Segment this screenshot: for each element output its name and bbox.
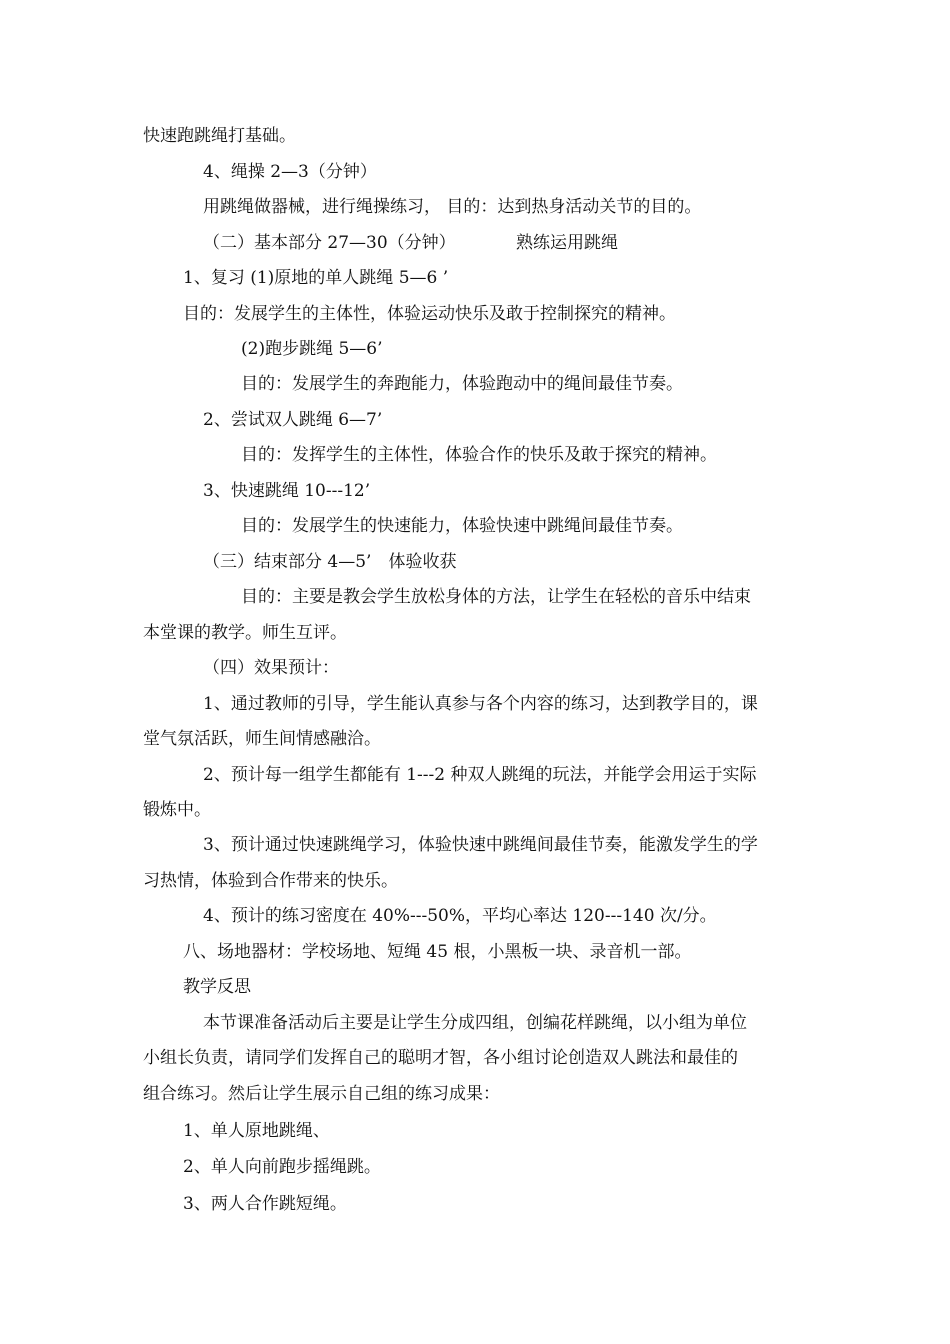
- text-line: 目的：发展学生的快速能力，体验快速中跳绳间最佳节奏。: [241, 516, 683, 536]
- text-line: 目的：发展学生的奔跑能力，体验跑动中的绳间最佳节奏。: [241, 374, 683, 394]
- text-line: 4、绳操 2—3（分钟）: [203, 162, 377, 182]
- text-line: 快速跑跳绳打基础。: [143, 126, 296, 146]
- text-line: 4、预计的练习密度在 40%---50%，平均心率达 120---140 次/分。: [203, 906, 717, 926]
- text-line: 堂气氛活跃，师生间情感融洽。: [143, 729, 381, 749]
- text-line: 1、复习 (1)原地的单人跳绳 5—6 ’: [183, 268, 449, 288]
- section-heading: （四）效果预计：: [203, 658, 339, 678]
- list-item: 2、单人向前跑步摇绳跳。: [183, 1157, 381, 1177]
- text-line: 目的：发展学生的主体性，体验运动快乐及敢于控制探究的精神。: [183, 304, 676, 324]
- text-line: 小组长负责，请同学们发挥自己的聪明才智，各小组讨论创造双人跳法和最佳的: [143, 1048, 738, 1068]
- text-line: 目的：发挥学生的主体性，体验合作的快乐及敢于探究的精神。: [241, 445, 717, 465]
- text-line: 八、场地器材：学校场地、短绳 45 根，小黑板一块、录音机一部。: [183, 942, 692, 962]
- list-item: 3、两人合作跳短绳。: [183, 1194, 347, 1214]
- text-line: 1、通过教师的引导，学生能认真参与各个内容的练习，达到教学目的，课: [203, 694, 758, 714]
- text-line: (2)跑步跳绳 5—6’: [241, 339, 383, 359]
- text-line: 3、快速跳绳 10---12’: [203, 481, 371, 501]
- text-line: 目的：主要是教会学生放松身体的方法，让学生在轻松的音乐中结束: [241, 587, 751, 607]
- section-heading: （三）结束部分 4—5’ 体验收获: [203, 552, 457, 572]
- section-heading: 教学反思: [183, 977, 251, 997]
- text-line: 2、尝试双人跳绳 6—7’: [203, 410, 383, 430]
- text-line: 本堂课的教学。师生互评。: [143, 623, 347, 643]
- text-line: 用跳绳做器械，进行绳操练习， 目的：达到热身活动关节的目的。: [203, 197, 702, 217]
- list-item: 1、单人原地跳绳、: [183, 1121, 330, 1141]
- section-heading: （二）基本部分 27—30（分钟）: [203, 233, 456, 253]
- text-line: 2、预计每一组学生都能有 1---2 种双人跳绳的玩法，并能学会用运于实际: [203, 765, 757, 785]
- text-line: 3、预计通过快速跳绳学习，体验快速中跳绳间最佳节奏，能激发学生的学: [203, 835, 758, 855]
- section-heading-note: 熟练运用跳绳: [516, 233, 618, 253]
- text-line: 本节课准备活动后主要是让学生分成四组，创编花样跳绳，以小组为单位: [203, 1013, 747, 1033]
- text-line: 锻炼中。: [143, 800, 211, 820]
- text-line: 习热情，体验到合作带来的快乐。: [143, 871, 398, 891]
- text-line: 组合练习。然后让学生展示自己组的练习成果：: [143, 1084, 500, 1104]
